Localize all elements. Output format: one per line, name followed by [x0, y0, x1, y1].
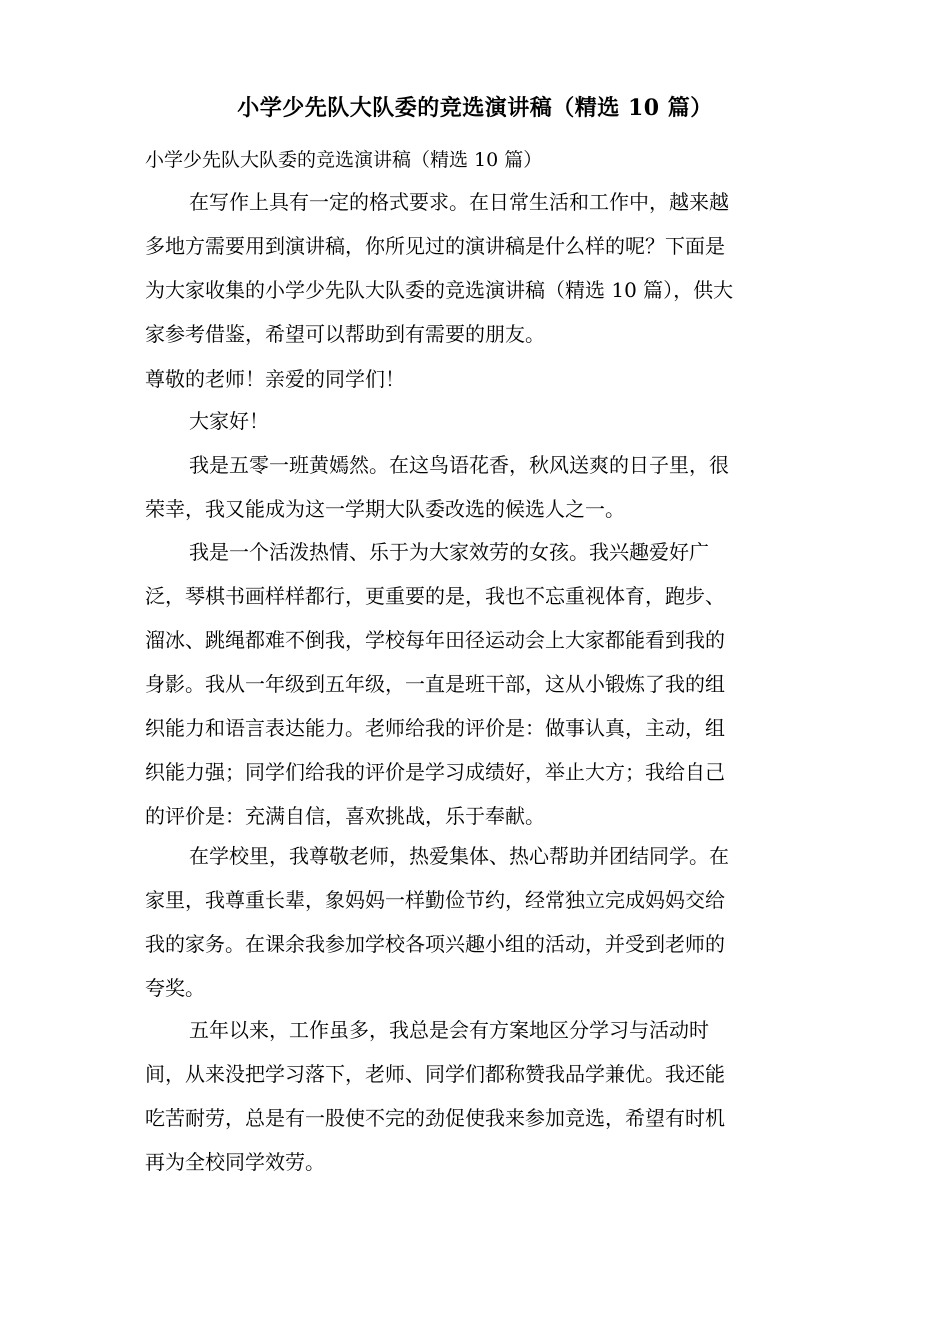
paragraph-line: 在写作上具有一定的格式要求。在日常生活和工作中，越来越	[189, 190, 729, 214]
paragraph-line: 溜冰、跳绳都难不倒我，学校每年田径运动会上大家都能看到我的	[145, 628, 725, 652]
paragraph-line: 为大家收集的小学少先队大队委的竞选演讲稿（精选 10 篇），供大	[145, 278, 734, 302]
document-title: 小学少先队大队委的竞选演讲稿（精选 10 篇）	[237, 95, 713, 121]
personality-paragraph	[145, 530, 825, 838]
paragraph-line: 荣幸，我又能成为这一学期大队委改选的候选人之一。	[145, 497, 625, 521]
paragraph-line: 五年以来，工作虽多，我总是会有方案地区分学习与活动时	[189, 1018, 709, 1042]
self-intro-paragraph	[145, 443, 825, 531]
paragraph-line: 织能力强；同学们给我的评价是学习成绩好，举止大方；我给自己	[145, 760, 725, 784]
school-home-paragraph	[145, 834, 825, 1010]
paragraph-line: 间，从来没把学习落下，老师、同学们都称赞我品学兼优。我还能	[145, 1062, 725, 1086]
document-subtitle: 小学少先队大队委的竞选演讲稿（精选 10 篇）	[145, 149, 543, 171]
paragraph-line: 多地方需要用到演讲稿，你所见过的演讲稿是什么样的呢？下面是	[145, 234, 725, 258]
paragraph-line: 大家好！	[189, 409, 269, 433]
five-years-paragraph	[145, 1008, 825, 1184]
paragraph-line: 家里，我尊重长辈，象妈妈一样勤俭节约，经常独立完成妈妈交给	[145, 888, 725, 912]
paragraph-line: 泛，琴棋书画样样都行，更重要的是，我也不忘重视体育，跑步、	[145, 584, 725, 608]
paragraph-line: 身影。我从一年级到五年级，一直是班干部，这从小锻炼了我的组	[145, 672, 725, 696]
intro-paragraph	[145, 180, 825, 356]
paragraph-line: 我是一个活泼热情、乐于为大家效劳的女孩。我兴趣爱好广	[189, 540, 709, 564]
paragraph-line: 在学校里，我尊敬老师，热爱集体、热心帮助并团结同学。在	[189, 844, 729, 868]
paragraph-line: 我的家务。在课余我参加学校各项兴趣小组的活动，并受到老师的	[145, 932, 725, 956]
paragraph-line: 吃苦耐劳，总是有一股使不完的劲促使我来参加竞选，希望有时机	[145, 1106, 725, 1130]
paragraph-line: 夸奖。	[145, 976, 205, 1000]
paragraph-line: 再为全校同学效劳。	[145, 1150, 325, 1174]
paragraph-line: 我是五零一班黄嫣然。在这鸟语花香，秋风送爽的日子里，很	[189, 453, 729, 477]
paragraph-line: 尊敬的老师！亲爱的同学们！	[145, 367, 405, 391]
greeting-paragraph	[145, 399, 825, 443]
paragraph-line: 的评价是：充满自信，喜欢挑战，乐于奉献。	[145, 804, 545, 828]
salutation-paragraph	[145, 357, 825, 401]
paragraph-line: 家参考借鉴，希望可以帮助到有需要的朋友。	[145, 322, 545, 346]
paragraph-line: 织能力和语言表达能力。老师给我的评价是：做事认真，主动，组	[145, 716, 725, 740]
